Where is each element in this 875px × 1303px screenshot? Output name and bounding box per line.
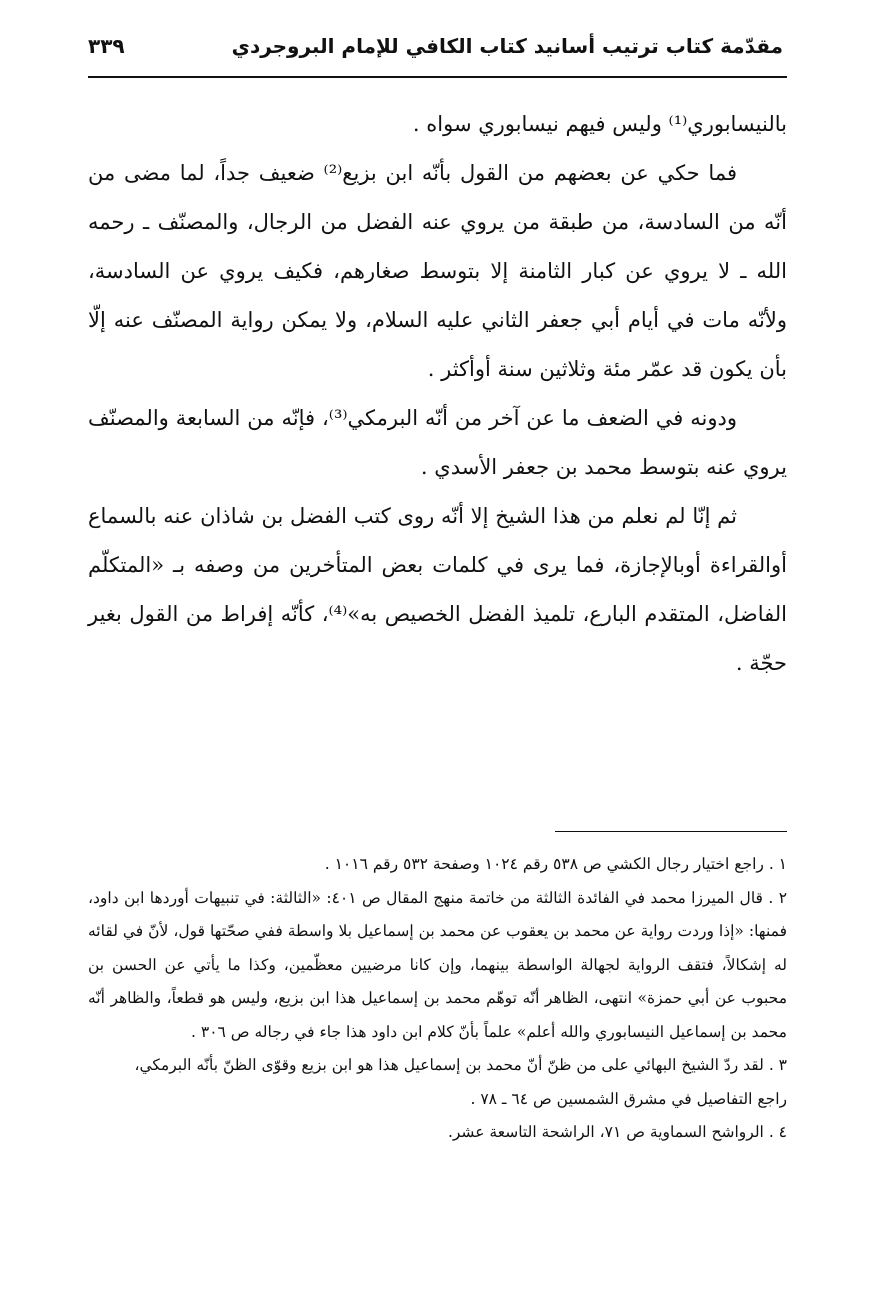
footnote [88, 1116, 787, 1150]
running-header-title: مقدّمة كتاب ترتيب أسانيد كتاب الكافي للإمام البروجردي [231, 34, 783, 58]
footnote-continuation: راجع التفاصيل في مشرق الشمسين ص ٦٤ ـ ٧٨ . [470, 1089, 787, 1108]
footnote [88, 848, 787, 882]
footnote-divider [555, 831, 787, 832]
footnotes [88, 848, 787, 1150]
page-number: ٣٣٩ [88, 34, 125, 58]
paragraph: ودونه في الضعف ما عن آخر من أنّه البرمكي⁽³⁾، فإنّه من السابعة والمصنّف يروي عنه بتوسط محمد بن جعفر الأسدي . [88, 406, 787, 479]
footnote-text: قال الميرزا محمد في الفائدة الثالثة من خاتمة منهج المقال ص ٤٠١: «الثالثة: في تنبيهات أوردها ابن داود، فمنها: «إذا وردت رواية عن محمد بن يعقوب عن محمد بن إسماعيل بلا واسطة ففي صحّتها قول، لأنّ في لقائه له إشكالاً، فتقف الرواية لجهالة الواسطة بينهما، وإن كانا مرضيين معظّمين، وكذا ما يأتي عن الحسن بن محبوب عن أبي حمزة» انتهى، الظاهر أنّه توهّم محمد بن إسماعيل هذا ابن بزيع، وليس هو قطعاً، والظاهر أنّه محمد بن إسماعيل النيسابوري والله أعلم» علماً بأنّ كلام ابن داود هذا جاء في رجاله ص ٣٠٦ . [88, 888, 787, 1041]
main-text [88, 100, 787, 688]
header-divider [88, 76, 787, 78]
footnote-text: لقد ردّ الشيخ البهائي على من ظنّ أنّ محمد بن إسماعيل هذا هو ابن بزيع وقوّى الظنّ بأنّه البرمكي، [134, 1056, 764, 1074]
paragraph: فما حكي عن بعضهم من القول بأنّه ابن بزيع⁽²⁾ ضعيف جداً، لما مضى من أنّه من السادسة، من طبقة من يروي عنه الفضل من الرجال، والمصنّف ـ رحمه الله ـ لا يروي عن كبار الثامنة إلا بتوسط صغارهم، فكيف يروي عن السادسة، ولأنّه مات في أيام أبي جعفر الثاني عليه السلام، ولا يمكن رواية المصنّف عنه إلّا بأن يكون قد عمّر مئة وثلاثين سنة أوأكثر . [88, 161, 787, 381]
footnote [88, 1049, 787, 1083]
footnote-number: ٣ . [768, 1056, 787, 1074]
footnote-text: الرواشح السماوية ص ٧١، الراشحة التاسعة عشر. [447, 1123, 764, 1141]
footnote-number: ٢ . [768, 888, 788, 907]
footnote-text: راجع اختيار رجال الكشي ص ٥٣٨ رقم ١٠٢٤ وصفحة ٥٣٢ رقم ١٠١٦ . [324, 855, 764, 873]
footnote-number: ٤ . [768, 1123, 787, 1141]
footnote [88, 882, 787, 1050]
footnote-number: ١ . [768, 855, 787, 873]
paragraph: ثم إنّا لم نعلم من هذا الشيخ إلا أنّه روى كتب الفضل بن شاذان عنه بالسماع أوالقراءة أوبالإجازة، فما يرى في كلمات بعض المتأخرين من وصفه بـ «المتكلّم الفاضل، المتقدم البارع، تلميذ الفضل الخصيص به»⁽⁴⁾، كأنّه إفراط من القول بغير حجّة . [88, 504, 787, 675]
paragraph: بالنيسابوري⁽¹⁾ وليس فيهم نيسابوري سواه . [412, 112, 787, 136]
